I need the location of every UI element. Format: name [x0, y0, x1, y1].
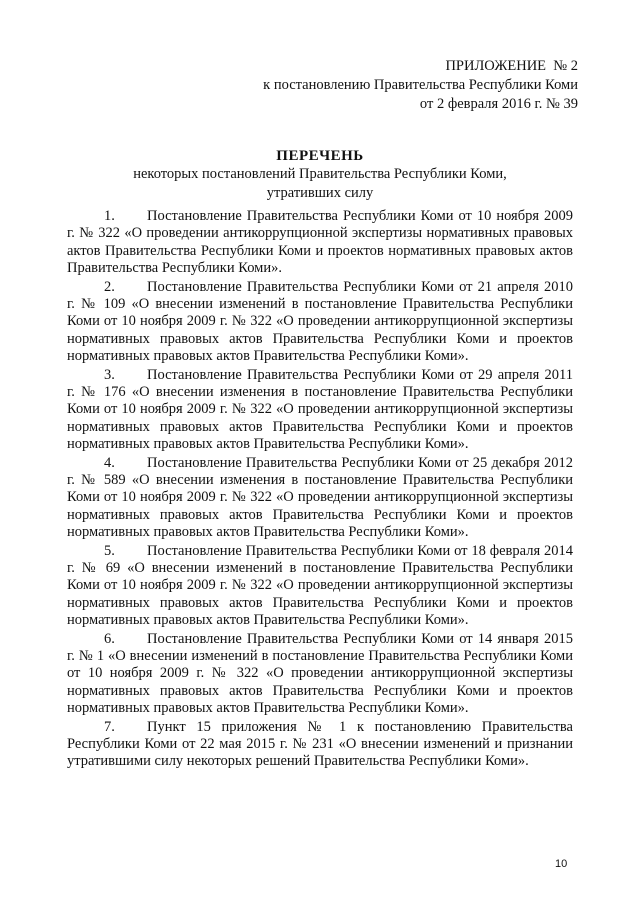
appendix-line-2: от 2 февраля 2016 г. № 39 — [419, 96, 578, 112]
item-number: 6. — [104, 630, 115, 647]
list-item — [67, 279, 573, 365]
appendix-title: ПРИЛОЖЕНИЕ № 2 — [445, 58, 578, 74]
item-number: 5. — [104, 542, 115, 559]
item-text: Постановление Правительства Республики Коми от 18 февраля 2014 г. № 69 «О внесении изменений в постановление Правительства Республики Коми от 10 ноября 2009 г. № 322 «О проведении антикоррупционной экспертизы нормативных правовых актов Правительства Республики Коми и проектов нормативных правовых актов Правительства Республики Коми». — [67, 542, 573, 628]
item-text: Постановление Правительства Республики Коми от 29 апреля 2011 г. № 176 «О внесении изменения в постановление Правительства Республики Коми от 10 ноября 2009 г. № 322 «О проведении антикоррупционной экспертизы нормативных правовых актов Правительства Республики Коми и проектов нормативных правовых актов Правительства Республики Коми». — [67, 366, 573, 452]
item-text: Постановление Правительства Республики Коми от 21 апреля 2010 г. № 109 «О внесении изменений в постановление Правительства Республики Коми от 10 ноября 2009 г. № 322 «О проведении антикоррупционной экспертизы нормативных правовых актов Правительства Республики Коми и проектов нормативных правовых актов Правительства Республики Коми». — [67, 278, 573, 364]
page-title: ПЕРЕЧЕНЬ — [276, 148, 364, 164]
appendix-header — [263, 57, 578, 114]
list-item — [67, 455, 573, 541]
subtitle-line-2: утративших силу — [266, 185, 374, 201]
subtitle-line-1: некоторых постановлений Правительства Республики Коми, — [133, 166, 507, 182]
item-number: 2. — [104, 278, 115, 295]
item-text: Пункт 15 приложения № 1 к постановлению Правительства Республики Коми от 22 мая 2015 г. № 231 «О внесении изменений и признании утратившими силу некоторых решений Правительства Республики Коми». — [67, 718, 573, 770]
list-item — [67, 631, 573, 717]
decree-list — [67, 208, 573, 772]
item-number: 4. — [104, 454, 115, 471]
item-text: Постановление Правительства Республики Коми от 25 декабря 2012 г. № 589 «О внесении изменения в постановление Правительства Республики Коми от 10 ноября 2009 г. № 322 «О проведении антикоррупционной экспертизы нормативных правовых актов Правительства Республики Коми и проектов нормативных правовых актов Правительства Республики Коми». — [67, 454, 573, 540]
item-number: 3. — [104, 366, 115, 383]
item-text: Постановление Правительства Республики Коми от 10 ноября 2009 г. № 322 «О проведении антикоррупционной экспертизы нормативных правовых актов Правительства Республики Коми и проектов нормативных правовых актов Правительства Республики Коми». — [67, 208, 573, 276]
list-item — [67, 543, 573, 629]
list-item — [67, 367, 573, 453]
appendix-line-1: к постановлению Правительства Республики Коми — [263, 77, 578, 93]
item-text: Постановление Правительства Республики Коми от 14 января 2015 г. № 1 «О внесении изменений в постановление Правительства Республики Коми от 10 ноября 2009 г. № 322 «О проведении антикоррупционной экспертизы нормативных правовых актов Правительства Республики Коми и проектов нормативных правовых актов Правительства Республики Коми». — [67, 630, 573, 716]
list-heading — [0, 147, 640, 203]
list-item — [67, 208, 573, 277]
item-number: 7. — [104, 718, 115, 735]
list-item — [67, 719, 573, 771]
page-number: 10 — [555, 858, 568, 870]
item-number: 1. — [104, 208, 115, 224]
